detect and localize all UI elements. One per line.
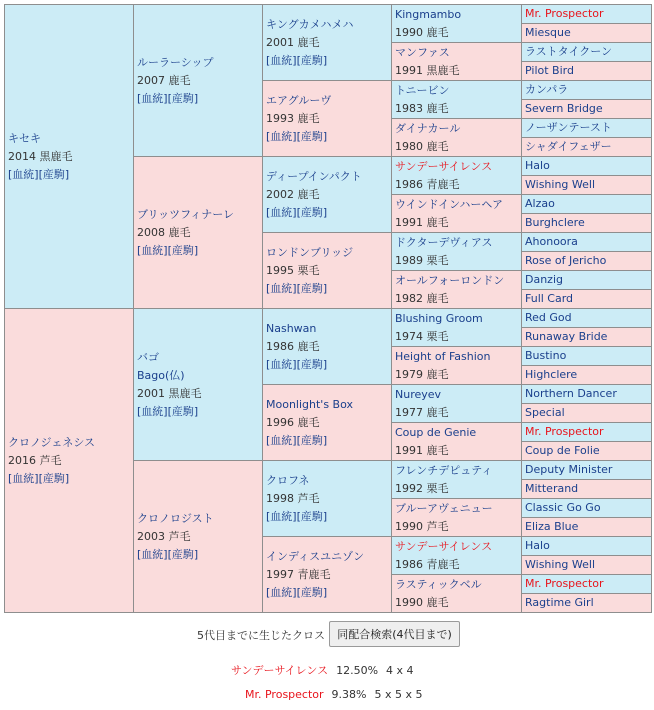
horse-coat-color: 芦毛 <box>426 519 449 533</box>
cross-horse-link[interactable]: サンデーサイレンス <box>231 664 329 677</box>
gen4-cell <box>392 119 522 157</box>
horse-coat-color: 鹿毛 <box>426 367 449 381</box>
horse-coat-color: 鹿毛 <box>168 73 191 87</box>
horse-coat-color: 青鹿毛 <box>297 567 331 581</box>
offspring-link[interactable]: [産駒] <box>296 129 328 143</box>
horse-birth-year: 2001 <box>266 35 294 49</box>
gen4-cell <box>392 43 522 81</box>
horse-name-link[interactable]: Wishing Well <box>525 558 596 571</box>
gen5-cell <box>522 480 652 499</box>
horse-name-link[interactable]: Ahonoora <box>525 235 578 248</box>
horse-name-link[interactable]: Bustino <box>525 349 567 362</box>
horse-coat-color: 鹿毛 <box>297 339 320 353</box>
gen3-cell <box>263 5 392 81</box>
gen4-cell <box>392 385 522 423</box>
cross-generations: 4 x 4 <box>386 664 414 677</box>
pedigree-link[interactable]: [血統] <box>266 357 297 371</box>
gen1-cell <box>5 309 134 613</box>
gen5-cell <box>522 594 652 613</box>
gen5-cell <box>522 442 652 461</box>
offspring-link[interactable]: [産駒] <box>167 404 199 418</box>
horse-birth-year: 1974 <box>395 329 423 343</box>
horse-name-link[interactable]: サンデーサイレンス <box>395 539 493 553</box>
gen5-cell <box>522 24 652 43</box>
cross-percentage: 9.38% <box>331 688 367 701</box>
horse-name-link[interactable]: マンファス <box>395 45 450 59</box>
horse-name-link[interactable]: Full Card <box>525 292 574 305</box>
horse-name-link[interactable]: Red God <box>525 311 572 324</box>
horse-name-link[interactable]: Burghclere <box>525 216 585 229</box>
horse-name-link[interactable]: エアグルーヴ <box>266 93 332 107</box>
horse-name-link[interactable]: トニービン <box>395 83 450 97</box>
horse-coat-color: 芦毛 <box>297 491 320 505</box>
gen4-cell <box>392 5 522 43</box>
horse-birth-year: 1993 <box>266 111 294 125</box>
horse-name-link[interactable]: ブリッツフィナーレ <box>137 207 235 221</box>
gen5-cell <box>522 385 652 404</box>
gen5-cell <box>522 404 652 423</box>
horse-coat-color: 栗毛 <box>297 263 320 277</box>
horse-coat-color: 鹿毛 <box>426 101 449 115</box>
same-cross-search-button[interactable]: 同配合検索(4代目まで) <box>329 621 460 647</box>
horse-name-link[interactable]: Miesque <box>525 26 571 39</box>
gen2-cell <box>134 461 263 613</box>
gen1-cell <box>5 5 134 309</box>
horse-name-link[interactable]: Alzao <box>525 197 555 210</box>
horse-coat-color: 栗毛 <box>426 481 449 495</box>
horse-birth-year: 1979 <box>395 367 423 381</box>
gen5-cell <box>522 461 652 480</box>
gen5-cell <box>522 5 652 24</box>
horse-birth-year: 1990 <box>395 519 423 533</box>
horse-name-link[interactable]: ディープインパクト <box>266 169 362 183</box>
horse-name-link[interactable]: ラスティックベル <box>395 577 482 591</box>
offspring-link[interactable]: [産駒] <box>296 585 328 599</box>
offspring-link[interactable]: [産駒] <box>296 357 328 371</box>
horse-name-link[interactable]: Mitterand <box>525 482 579 495</box>
horse-coat-color: 鹿毛 <box>426 139 449 153</box>
horse-name-link[interactable]: Mr. Prospector <box>525 577 604 590</box>
gen2-cell <box>134 309 263 461</box>
horse-name-link[interactable]: Ragtime Girl <box>525 596 594 609</box>
horse-name-link[interactable]: Runaway Bride <box>525 330 608 343</box>
gen5-cell <box>522 252 652 271</box>
horse-name-link[interactable]: シャダイフェザー <box>525 140 612 153</box>
horse-coat-color: 鹿毛 <box>297 35 320 49</box>
gen5-cell <box>522 290 652 309</box>
horse-birth-year: 1983 <box>395 101 423 115</box>
gen5-cell <box>522 537 652 556</box>
horse-name-link[interactable]: Danzig <box>525 273 563 286</box>
cross-horse-link[interactable]: Mr. Prospector <box>245 688 324 701</box>
horse-coat-color: 青鹿毛 <box>426 557 460 571</box>
gen5-cell <box>522 366 652 385</box>
horse-name-link[interactable]: Nureyev <box>395 387 442 401</box>
horse-coat-color: 鹿毛 <box>297 111 320 125</box>
horse-name-link[interactable]: Halo <box>525 159 550 172</box>
offspring-link[interactable]: [産駒] <box>167 91 199 105</box>
horse-name-link[interactable]: ルーラーシップ <box>137 55 214 69</box>
horse-name-link[interactable]: Highclere <box>525 368 578 381</box>
horse-birth-year: 1996 <box>266 415 294 429</box>
horse-birth-year: 1989 <box>395 253 423 267</box>
horse-coat-color: 黒鹿毛 <box>39 149 73 163</box>
horse-name-link[interactable]: Coup de Genie <box>395 425 477 439</box>
pedigree-link[interactable]: [血統] <box>266 433 297 447</box>
horse-name-link[interactable]: ダイナカール <box>395 121 461 135</box>
horse-birth-year: 1982 <box>395 291 423 305</box>
horse-birth-year: 1991 <box>395 63 423 77</box>
pedigree-link[interactable]: [血統] <box>137 547 168 561</box>
horse-name-link[interactable]: Moonlight's Box <box>266 397 354 411</box>
pedigree-link[interactable]: [血統] <box>8 167 39 181</box>
horse-coat-color: 黒鹿毛 <box>168 386 202 400</box>
gen5-cell <box>522 81 652 100</box>
horse-name-link[interactable]: オールフォーロンドン <box>395 273 505 287</box>
gen4-cell <box>392 461 522 499</box>
pedigree-link[interactable]: [血統] <box>8 471 39 485</box>
pedigree-link[interactable]: [血統] <box>137 91 168 105</box>
horse-name-link[interactable]: ウインドインハーヘア <box>395 197 504 211</box>
gen4-cell <box>392 575 522 613</box>
horse-coat-color: 鹿毛 <box>297 187 320 201</box>
gen5-cell <box>522 119 652 138</box>
horse-coat-color: 鹿毛 <box>168 225 191 239</box>
gen5-cell <box>522 575 652 594</box>
horse-birth-year: 1995 <box>266 263 294 277</box>
horse-coat-color: 芦毛 <box>39 453 62 467</box>
gen5-cell <box>522 328 652 347</box>
gen3-cell <box>263 233 392 309</box>
horse-birth-year: 2003 <box>137 529 165 543</box>
horse-coat-color: 鹿毛 <box>297 415 320 429</box>
horse-name-link[interactable]: キセキ <box>8 131 41 145</box>
gen3-cell <box>263 309 392 385</box>
horse-name-link[interactable]: Wishing Well <box>525 178 596 191</box>
horse-alt-name-link[interactable]: Bago(仏) <box>137 368 185 382</box>
gen5-cell <box>522 309 652 328</box>
horse-name-link[interactable]: インディスユニゾン <box>266 549 365 563</box>
cross-row <box>231 662 414 678</box>
gen5-cell <box>522 157 652 176</box>
horse-name-link[interactable]: Special <box>525 406 565 419</box>
cross-row <box>245 688 423 701</box>
gen5-cell <box>522 233 652 252</box>
horse-name-link[interactable]: バゴ <box>137 350 159 364</box>
pedigree-link[interactable]: [血統] <box>266 509 297 523</box>
horse-birth-year: 1997 <box>266 567 294 581</box>
horse-birth-year: 2002 <box>266 187 294 201</box>
horse-name-link[interactable]: Blushing Groom <box>395 311 483 325</box>
pedigree-table <box>4 4 652 613</box>
offspring-link[interactable]: [産駒] <box>296 433 328 447</box>
horse-name-link[interactable]: クロノジェネシス <box>8 435 96 449</box>
gen4-cell <box>392 157 522 195</box>
gen4-cell <box>392 271 522 309</box>
offspring-link[interactable]: [産駒] <box>167 243 199 257</box>
pedigree-link[interactable]: [血統] <box>266 53 297 67</box>
gen5-cell <box>522 518 652 537</box>
gen5-cell <box>522 499 652 518</box>
gen3-cell <box>263 537 392 613</box>
horse-birth-year: 2001 <box>137 386 165 400</box>
gen5-cell <box>522 214 652 233</box>
pedigree-link[interactable]: [血統] <box>266 585 297 599</box>
horse-coat-color: 鹿毛 <box>426 443 449 457</box>
gen5-cell <box>522 43 652 62</box>
horse-name-link[interactable]: Deputy Minister <box>525 463 613 476</box>
horse-name-link[interactable]: ラストタイクーン <box>525 45 613 58</box>
horse-name-link[interactable]: Severn Bridge <box>525 102 603 115</box>
horse-name-link[interactable]: ブルーアヴェニュー <box>395 501 493 515</box>
horse-name-link[interactable]: Pilot Bird <box>525 64 574 77</box>
horse-birth-year: 1986 <box>395 177 423 191</box>
horse-name-link[interactable]: Classic Go Go <box>525 501 601 514</box>
horse-birth-year: 2007 <box>137 73 165 87</box>
horse-birth-year: 1990 <box>395 25 423 39</box>
horse-name-link[interactable]: サンデーサイレンス <box>395 159 493 173</box>
gen5-cell <box>522 176 652 195</box>
horse-coat-color: 栗毛 <box>426 329 449 343</box>
horse-birth-year: 1986 <box>266 339 294 353</box>
horse-coat-color: 青鹿毛 <box>426 177 460 191</box>
horse-coat-color: 黒鹿毛 <box>426 63 460 77</box>
horse-name-link[interactable]: Height of Fashion <box>395 349 491 363</box>
horse-birth-year: 1991 <box>395 443 423 457</box>
horse-name-link[interactable]: キングカメハメハ <box>266 17 354 31</box>
offspring-link[interactable]: [産駒] <box>296 205 328 219</box>
gen5-cell <box>522 556 652 575</box>
horse-name-link[interactable]: Mr. Prospector <box>525 7 604 20</box>
horse-birth-year: 1991 <box>395 215 423 229</box>
gen4-cell <box>392 309 522 347</box>
horse-birth-year: 2016 <box>8 453 36 467</box>
gen4-cell <box>392 423 522 461</box>
horse-name-link[interactable]: ノーザンテースト <box>525 121 612 134</box>
horse-name-link[interactable]: Eliza Blue <box>525 520 579 533</box>
pedigree-link[interactable]: [血統] <box>266 205 297 219</box>
gen5-cell <box>522 62 652 81</box>
horse-name-link[interactable]: カンパラ <box>525 83 569 96</box>
cross-percentage: 12.50% <box>336 664 379 677</box>
gen5-cell <box>522 100 652 119</box>
gen4-cell <box>392 537 522 575</box>
horse-birth-year: 1992 <box>395 481 423 495</box>
horse-coat-color: 芦毛 <box>168 529 191 543</box>
cross-generations: 5 x 5 x 5 <box>374 688 423 701</box>
gen2-cell <box>134 5 263 157</box>
horse-name-link[interactable]: Halo <box>525 539 550 552</box>
horse-name-link[interactable]: クロフネ <box>266 473 310 487</box>
horse-coat-color: 鹿毛 <box>426 291 449 305</box>
gen5-cell <box>522 138 652 157</box>
horse-birth-year: 2008 <box>137 225 165 239</box>
gen4-cell <box>392 81 522 119</box>
horse-name-link[interactable]: Coup de Folie <box>525 444 600 457</box>
horse-name-link[interactable]: Rose of Jericho <box>525 254 607 267</box>
cross-section-title: 5代目までに生じたクロス <box>197 629 325 642</box>
gen4-cell <box>392 499 522 537</box>
horse-coat-color: 鹿毛 <box>426 595 449 609</box>
gen2-cell <box>134 157 263 309</box>
gen5-cell <box>522 347 652 366</box>
horse-name-link[interactable]: Northern Dancer <box>525 387 617 400</box>
horse-birth-year: 1998 <box>266 491 294 505</box>
gen4-cell <box>392 233 522 271</box>
gen5-cell <box>522 423 652 442</box>
horse-name-link[interactable]: Nashwan <box>266 321 317 335</box>
horse-coat-color: 鹿毛 <box>426 25 449 39</box>
pedigree-link[interactable]: [血統] <box>266 281 297 295</box>
pedigree-link[interactable]: [血統] <box>266 129 297 143</box>
horse-name-link[interactable]: Kingmambo <box>395 7 462 21</box>
offspring-link[interactable]: [産駒] <box>38 471 70 485</box>
pedigree-link[interactable]: [血統] <box>137 243 168 257</box>
gen5-cell <box>522 195 652 214</box>
horse-birth-year: 1980 <box>395 139 423 153</box>
gen3-cell <box>263 461 392 537</box>
horse-name-link[interactable]: ロンドンブリッジ <box>266 245 354 259</box>
horse-birth-year: 1990 <box>395 595 423 609</box>
gen4-cell <box>392 195 522 233</box>
offspring-link[interactable]: [産駒] <box>296 281 328 295</box>
horse-birth-year: 1986 <box>395 557 423 571</box>
horse-name-link[interactable]: ドクターデヴィアス <box>395 235 493 249</box>
gen3-cell <box>263 157 392 233</box>
horse-coat-color: 鹿毛 <box>426 405 449 419</box>
offspring-link[interactable]: [産駒] <box>167 547 199 561</box>
horse-birth-year: 2014 <box>8 149 36 163</box>
gen5-cell <box>522 271 652 290</box>
gen3-cell <box>263 385 392 461</box>
gen3-cell <box>263 81 392 157</box>
pedigree-link[interactable]: [血統] <box>137 404 168 418</box>
offspring-link[interactable]: [産駒] <box>296 509 328 523</box>
offspring-link[interactable]: [産駒] <box>296 53 328 67</box>
horse-name-link[interactable]: フレンチデピュティ <box>395 463 493 477</box>
offspring-link[interactable]: [産駒] <box>38 167 70 181</box>
horse-coat-color: 鹿毛 <box>426 215 449 229</box>
horse-name-link[interactable]: Mr. Prospector <box>525 425 604 438</box>
horse-coat-color: 栗毛 <box>426 253 449 267</box>
gen4-cell <box>392 347 522 385</box>
horse-birth-year: 1977 <box>395 405 423 419</box>
horse-name-link[interactable]: クロノロジスト <box>137 511 214 525</box>
